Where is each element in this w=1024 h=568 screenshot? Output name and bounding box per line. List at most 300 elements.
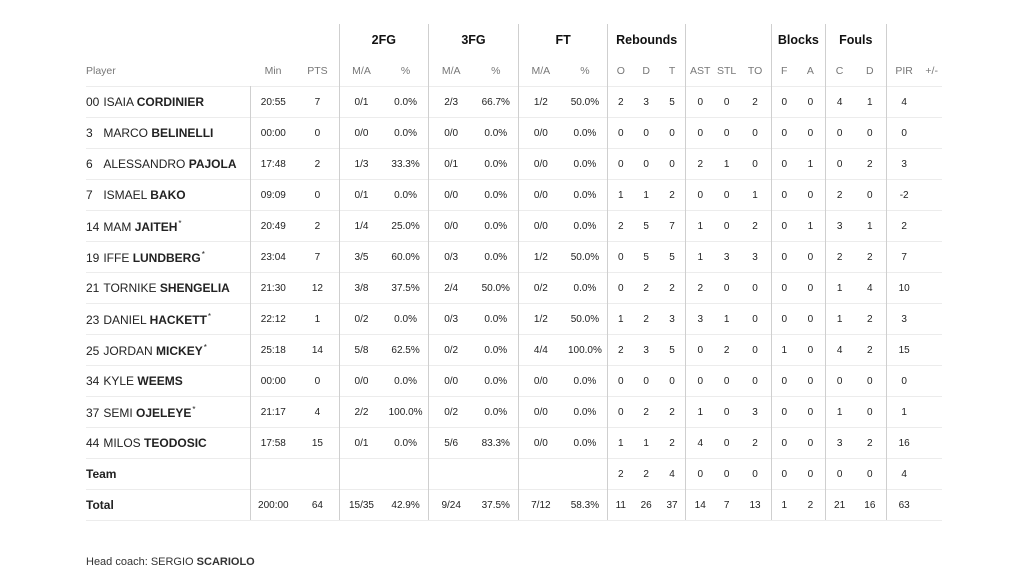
cell-blk-f: 0 [772, 118, 797, 149]
cell-blk-a: 1 [796, 149, 825, 180]
cell-stl: 0 [714, 366, 739, 397]
player-row[interactable] [86, 87, 942, 118]
cell-stl: 7 [714, 490, 739, 521]
cell-plus-minus [921, 459, 942, 490]
cell-2fg-ma: 0/0 [339, 366, 383, 397]
col-header-to: TO [739, 56, 772, 87]
cell-plus-minus [921, 366, 942, 397]
cell-reb-d: 2 [633, 397, 659, 428]
cell-2fg-ma: 5/8 [339, 335, 383, 366]
cell-foul-d: 1 [854, 211, 887, 242]
cell-reb-t: 2 [659, 273, 686, 304]
cell-reb-d: 1 [633, 180, 659, 211]
cell-3fg-ma: 5/6 [428, 428, 473, 459]
last-name: SHENGELIA [159, 281, 230, 295]
cell-pir: 7 [886, 242, 921, 273]
cell-reb-o: 1 [608, 304, 634, 335]
cell-foul-c: 1 [825, 273, 854, 304]
cell-reb-o: 0 [608, 397, 634, 428]
cell-reb-d: 3 [633, 335, 659, 366]
cell-blk-f: 0 [772, 211, 797, 242]
cell-to: 2 [739, 428, 772, 459]
cell-stl: 0 [714, 118, 739, 149]
cell-plus-minus [921, 149, 942, 180]
cell-reb-o: 11 [608, 490, 634, 521]
cell-3fg-ma: 2/4 [428, 273, 473, 304]
cell-ft-ma: 0/0 [519, 428, 563, 459]
cell-min: 00:00 [250, 366, 296, 397]
cell-ft-ma: 1/2 [519, 242, 563, 273]
last-name: JAITEH [134, 219, 178, 234]
cell-ft-ma [519, 459, 563, 490]
col-header-blk-a: A [796, 56, 825, 87]
cell-foul-c: 21 [825, 490, 854, 521]
cell-foul-c: 3 [825, 211, 854, 242]
cell-foul-c: 3 [825, 428, 854, 459]
cell-ft-ma: 4/4 [519, 335, 563, 366]
group-2fg: 2FG [339, 24, 428, 56]
cell-reb-d: 0 [633, 366, 659, 397]
cell-reb-d: 0 [633, 149, 659, 180]
cell-ast: 14 [686, 490, 715, 521]
cell-ft-pct: 0.0% [563, 149, 608, 180]
cell-foul-d: 2 [854, 428, 887, 459]
player-name[interactable] [86, 87, 250, 118]
cell-foul-d: 2 [854, 304, 887, 335]
cell-reb-d: 5 [633, 211, 659, 242]
player-name[interactable] [86, 304, 250, 335]
cell-blk-f: 0 [772, 149, 797, 180]
cell-pts: 7 [296, 87, 339, 118]
cell-foul-d: 0 [854, 118, 887, 149]
cell-3fg-ma: 0/2 [428, 335, 473, 366]
cell-ft-pct: 50.0% [563, 242, 608, 273]
cell-ast: 0 [686, 366, 715, 397]
cell-2fg-ma: 0/1 [339, 87, 383, 118]
cell-foul-d: 0 [854, 459, 887, 490]
cell-blk-f: 0 [772, 397, 797, 428]
col-header-min: Min [264, 65, 282, 77]
cell-ft-pct: 0.0% [563, 397, 608, 428]
cell-reb-o: 2 [608, 335, 634, 366]
cell-ft-ma: 1/2 [519, 87, 563, 118]
col-header-foul-c: C [835, 65, 844, 77]
cell-ft-ma: 0/0 [519, 211, 563, 242]
jersey-number: 23 [86, 312, 100, 327]
cell-pir: 3 [886, 149, 921, 180]
cell-ast: 4 [686, 428, 715, 459]
cell-blk-f: 0 [772, 180, 797, 211]
column-header-row [86, 56, 942, 87]
cell-3fg-pct: 0.0% [473, 397, 518, 428]
cell-pir: 4 [886, 459, 921, 490]
cell-pts: 7 [296, 242, 339, 273]
first-name: ISAIA [103, 95, 134, 109]
cell-to: 2 [739, 211, 772, 242]
cell-pir: 0 [886, 366, 921, 397]
cell-to: 0 [739, 149, 772, 180]
group-rebounds: Rebounds [608, 24, 686, 56]
cell-ast: 1 [686, 242, 715, 273]
cell-reb-o: 2 [608, 211, 634, 242]
first-name: MAM [103, 219, 132, 234]
cell-ft-pct: 100.0% [563, 335, 608, 366]
cell-ft-pct: 50.0% [563, 304, 608, 335]
first-name: SEMI [103, 405, 133, 420]
cell-2fg-pct: 60.0% [383, 242, 428, 273]
cell-foul-d: 16 [854, 490, 887, 521]
boxscore-container [86, 24, 942, 521]
cell-blk-a: 1 [796, 211, 825, 242]
cell-2fg-pct: 0.0% [383, 428, 428, 459]
cell-pts: 15 [296, 428, 339, 459]
cell-foul-c: 1 [825, 397, 854, 428]
cell-reb-o: 0 [608, 366, 634, 397]
cell-ft-pct: 0.0% [563, 428, 608, 459]
cell-to: 3 [739, 242, 772, 273]
cell-blk-a: 2 [796, 490, 825, 521]
cell-to: 1 [739, 180, 772, 211]
cell-ft-ma: 1/2 [519, 304, 563, 335]
cell-reb-d: 2 [633, 304, 659, 335]
cell-plus-minus [921, 242, 942, 273]
head-coach: Head coach: SERGIO SCARIOLO [86, 556, 255, 568]
col-header-ft-ma: M/A [531, 65, 551, 77]
cell-reb-d: 2 [633, 273, 659, 304]
cell-2fg-ma: 0/1 [339, 428, 383, 459]
first-name: JORDAN [103, 343, 153, 358]
cell-pir: 15 [886, 335, 921, 366]
cell-ft-ma: 0/0 [519, 149, 563, 180]
cell-ast: 0 [686, 459, 715, 490]
first-name: ISMAEL [103, 188, 147, 202]
cell-3fg-pct: 66.7% [473, 87, 518, 118]
cell-foul-d: 2 [854, 335, 887, 366]
first-name: TORNIKE [103, 281, 157, 295]
cell-blk-a: 0 [796, 335, 825, 366]
cell-to: 0 [739, 273, 772, 304]
col-header-stl: STL [716, 65, 737, 77]
cell-stl: 0 [714, 180, 739, 211]
cell-to: 0 [739, 335, 772, 366]
cell-stl: 0 [714, 273, 739, 304]
player-name[interactable] [86, 366, 250, 397]
cell-pir: 16 [886, 428, 921, 459]
col-header-ft-pct: % [563, 56, 608, 87]
cell-ft-pct [563, 459, 608, 490]
cell-foul-c: 0 [825, 118, 854, 149]
cell-ast: 1 [686, 397, 715, 428]
team-row-label: Team [86, 459, 250, 490]
jersey-number: 14 [86, 219, 100, 234]
cell-2fg-ma: 0/2 [339, 304, 383, 335]
last-name: WEEMS [137, 374, 183, 388]
cell-pts: 2 [296, 211, 339, 242]
player-name[interactable] [86, 180, 250, 211]
cell-reb-d: 26 [633, 490, 659, 521]
cell-3fg-ma: 0/0 [428, 180, 473, 211]
cell-reb-d: 3 [633, 87, 659, 118]
cell-ft-ma: 0/0 [519, 366, 563, 397]
starter-marker: * [178, 218, 182, 228]
cell-to: 3 [739, 397, 772, 428]
player-row[interactable] [86, 149, 942, 180]
cell-2fg-pct: 0.0% [383, 180, 428, 211]
col-header-ast: AST [690, 65, 711, 77]
jersey-number: 21 [86, 281, 100, 295]
cell-blk-f: 0 [772, 366, 797, 397]
player-row[interactable] [86, 242, 942, 273]
cell-pir: 63 [886, 490, 921, 521]
cell-plus-minus [921, 180, 942, 211]
cell-min: 00:00 [250, 118, 296, 149]
col-header-plus-minus: +/- [925, 65, 938, 77]
cell-reb-t: 3 [659, 304, 686, 335]
player-row[interactable] [86, 304, 942, 335]
cell-2fg-pct: 100.0% [383, 397, 428, 428]
cell-plus-minus [921, 118, 942, 149]
group-fouls: Fouls [825, 24, 886, 56]
player-row[interactable] [86, 335, 942, 366]
cell-3fg-pct [473, 459, 518, 490]
cell-ast: 3 [686, 304, 715, 335]
first-name: MILOS [103, 436, 141, 450]
cell-2fg-pct [383, 459, 428, 490]
cell-3fg-ma: 0/0 [428, 211, 473, 242]
cell-2fg-ma: 0/0 [339, 118, 383, 149]
group-ft: FT [519, 24, 608, 56]
cell-reb-t: 2 [659, 397, 686, 428]
player-row[interactable] [86, 366, 942, 397]
cell-pir: -2 [886, 180, 921, 211]
cell-2fg-pct: 0.0% [383, 366, 428, 397]
player-name[interactable] [86, 335, 250, 366]
jersey-number: 7 [86, 188, 93, 202]
cell-plus-minus [921, 428, 942, 459]
cell-2fg-pct: 37.5% [383, 273, 428, 304]
cell-to: 2 [739, 87, 772, 118]
cell-foul-c: 0 [825, 366, 854, 397]
cell-to: 0 [739, 304, 772, 335]
cell-reb-t: 37 [659, 490, 686, 521]
cell-ft-ma: 0/2 [519, 273, 563, 304]
col-header-reb-t: T [659, 56, 686, 87]
cell-3fg-pct: 0.0% [473, 366, 518, 397]
col-header-reb-d: D [642, 65, 650, 77]
starter-marker: * [201, 249, 205, 259]
last-name: MICKEY [156, 343, 203, 358]
cell-2fg-pct: 0.0% [383, 87, 428, 118]
cell-blk-a: 0 [796, 459, 825, 490]
cell-foul-d: 0 [854, 366, 887, 397]
starter-marker: * [207, 311, 212, 321]
cell-blk-a: 0 [796, 273, 825, 304]
cell-reb-t: 2 [659, 428, 686, 459]
cell-ft-pct: 0.0% [563, 273, 608, 304]
first-name: ALESSANDRO [103, 157, 186, 171]
player-name[interactable] [86, 428, 250, 459]
player-name[interactable] [86, 242, 250, 273]
cell-2fg-ma: 3/5 [339, 242, 383, 273]
team-row [86, 459, 942, 490]
cell-reb-t: 0 [659, 118, 686, 149]
cell-min: 17:58 [250, 428, 296, 459]
cell-stl: 1 [714, 149, 739, 180]
last-name: BELINELLI [151, 126, 214, 140]
cell-foul-c: 4 [825, 335, 854, 366]
starter-marker: * [192, 404, 196, 414]
cell-plus-minus [921, 490, 942, 521]
cell-blk-f: 0 [772, 87, 797, 118]
cell-stl: 0 [714, 211, 739, 242]
col-header-3fg-pct: % [473, 56, 518, 87]
cell-pts: 0 [296, 118, 339, 149]
player-row[interactable] [86, 428, 942, 459]
col-header-foul-d: D [854, 56, 887, 87]
cell-3fg-ma: 0/0 [428, 118, 473, 149]
cell-pts: 0 [296, 366, 339, 397]
cell-blk-f: 0 [772, 273, 797, 304]
cell-2fg-pct: 42.9% [383, 490, 428, 521]
cell-blk-a: 0 [796, 428, 825, 459]
cell-ast: 2 [686, 149, 715, 180]
cell-to: 13 [739, 490, 772, 521]
cell-min: 09:09 [250, 180, 296, 211]
cell-2fg-ma: 15/35 [339, 490, 383, 521]
player-name[interactable] [86, 397, 250, 428]
cell-reb-t: 0 [659, 366, 686, 397]
player-row[interactable] [86, 118, 942, 149]
group-header-row [86, 24, 942, 56]
cell-pts: 64 [296, 490, 339, 521]
cell-reb-o: 0 [608, 118, 634, 149]
cell-stl: 1 [714, 304, 739, 335]
player-row[interactable] [86, 211, 942, 242]
cell-ft-ma: 0/0 [519, 180, 563, 211]
total-row [86, 490, 942, 521]
cell-foul-c: 1 [825, 304, 854, 335]
cell-foul-d: 1 [854, 87, 887, 118]
cell-plus-minus [921, 211, 942, 242]
player-row[interactable] [86, 180, 942, 211]
cell-reb-o: 0 [608, 273, 634, 304]
player-row[interactable] [86, 397, 942, 428]
cell-min: 25:18 [250, 335, 296, 366]
cell-pts: 1 [296, 304, 339, 335]
jersey-number: 3 [86, 126, 93, 140]
col-header-pts: PTS [296, 56, 339, 87]
starter-marker: * [203, 342, 207, 352]
col-header-3fg-ma: M/A [441, 65, 461, 77]
cell-3fg-pct: 50.0% [473, 273, 518, 304]
cell-reb-o: 2 [608, 459, 634, 490]
player-name[interactable] [86, 149, 250, 180]
cell-blk-a: 0 [796, 304, 825, 335]
cell-reb-d: 1 [633, 428, 659, 459]
cell-3fg-pct: 0.0% [473, 149, 518, 180]
jersey-number: 19 [86, 250, 100, 265]
jersey-number: 37 [86, 405, 100, 420]
cell-foul-d: 4 [854, 273, 887, 304]
col-header-2fg-ma: M/A [352, 65, 371, 77]
cell-plus-minus [921, 273, 942, 304]
cell-reb-t: 5 [659, 242, 686, 273]
cell-pir: 10 [886, 273, 921, 304]
cell-reb-o: 1 [608, 180, 634, 211]
cell-to: 0 [739, 366, 772, 397]
cell-3fg-pct: 0.0% [473, 335, 518, 366]
cell-blk-a: 0 [796, 118, 825, 149]
cell-foul-c: 2 [825, 242, 854, 273]
cell-stl: 0 [714, 397, 739, 428]
cell-ast: 2 [686, 273, 715, 304]
col-header-player: Player [86, 65, 116, 77]
jersey-number: 34 [86, 374, 100, 388]
cell-ft-pct: 0.0% [563, 118, 608, 149]
cell-3fg-ma: 0/3 [428, 304, 473, 335]
col-header-pir: PIR [895, 65, 913, 77]
player-name[interactable] [86, 273, 250, 304]
cell-3fg-pct: 0.0% [473, 118, 518, 149]
col-header-2fg-pct: % [383, 56, 428, 87]
cell-to: 0 [739, 459, 772, 490]
player-name[interactable] [86, 211, 250, 242]
cell-reb-o: 0 [608, 242, 634, 273]
cell-2fg-ma: 3/8 [339, 273, 383, 304]
cell-blk-a: 0 [796, 366, 825, 397]
cell-min: 17:48 [250, 149, 296, 180]
cell-foul-d: 2 [854, 242, 887, 273]
cell-pir: 2 [886, 211, 921, 242]
cell-ft-ma: 0/0 [519, 397, 563, 428]
cell-plus-minus [921, 304, 942, 335]
cell-reb-o: 1 [608, 428, 634, 459]
cell-plus-minus [921, 335, 942, 366]
cell-ft-pct: 0.0% [563, 180, 608, 211]
cell-reb-o: 0 [608, 149, 634, 180]
cell-pir: 4 [886, 87, 921, 118]
cell-blk-f: 0 [772, 428, 797, 459]
cell-reb-t: 5 [659, 87, 686, 118]
player-name[interactable] [86, 118, 250, 149]
cell-reb-t: 2 [659, 180, 686, 211]
cell-pts [296, 459, 339, 490]
cell-min: 20:55 [250, 87, 296, 118]
cell-blk-a: 0 [796, 397, 825, 428]
total-row-label: Total [86, 490, 250, 521]
cell-3fg-pct: 37.5% [473, 490, 518, 521]
cell-3fg-ma: 0/0 [428, 366, 473, 397]
cell-min: 22:12 [250, 304, 296, 335]
cell-stl: 0 [714, 87, 739, 118]
cell-foul-c: 0 [825, 149, 854, 180]
cell-ast: 0 [686, 180, 715, 211]
cell-2fg-ma: 2/2 [339, 397, 383, 428]
cell-3fg-pct: 0.0% [473, 304, 518, 335]
cell-blk-a: 0 [796, 242, 825, 273]
player-row[interactable] [86, 273, 942, 304]
cell-2fg-pct: 33.3% [383, 149, 428, 180]
cell-2fg-ma [339, 459, 383, 490]
cell-pts: 12 [296, 273, 339, 304]
last-name: PAJOLA [188, 157, 237, 171]
cell-pir: 1 [886, 397, 921, 428]
last-name: HACKETT [149, 312, 207, 327]
cell-plus-minus [921, 87, 942, 118]
cell-ft-pct: 58.3% [563, 490, 608, 521]
cell-3fg-ma: 0/1 [428, 149, 473, 180]
last-name: TEODOSIC [144, 436, 207, 450]
